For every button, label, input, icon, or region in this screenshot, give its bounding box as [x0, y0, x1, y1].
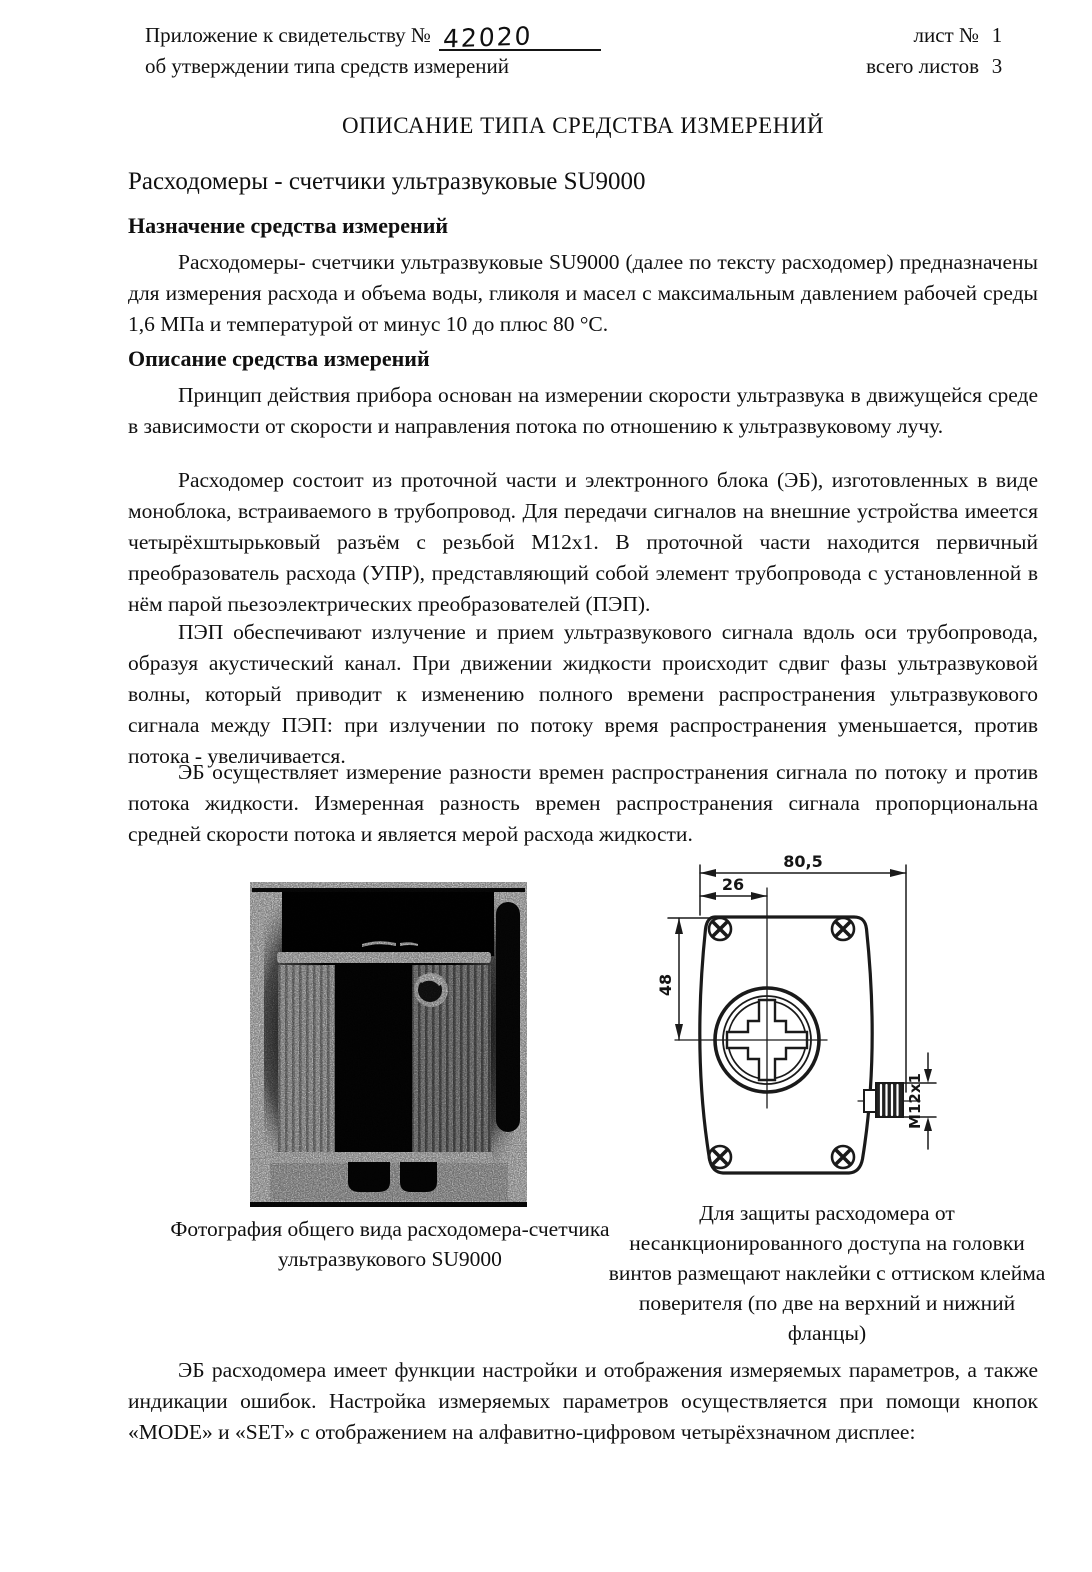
dim-hole-height-label: 48 [656, 973, 675, 997]
description-paragraph-3: ПЭП обеспечивают излучение и прием ультразвукового сигнала вдоль оси трубопровода, образуя акустический канал. При движении жидкости происходит сдвиг фазы ультразвуковой волны, который приводит к изменению полного времени распространения ультразвукового сигнала между ПЭП: при излучении по потоку время распространения уменьшается, против потока - увеличивается. [128, 620, 1038, 768]
device-type-name: Расходомеры - счетчики ультразвуковые SU9000 [128, 168, 646, 195]
description-paragraph-4: ЭБ осуществляет измерение разности времен распространения сигнала по потоку и против потока жидкости. Измеренная разность времен распространения сигнала пропорциональна средней скорости потока и является мерой расхода жидкости. [128, 760, 1038, 846]
attachment-prefix: Приложение к свидетельству № [145, 23, 431, 47]
dim-overall-width-label: 80,5 [783, 852, 823, 871]
certificate-number-handwritten: 42020 [442, 21, 533, 54]
screw-bottom-right [832, 1146, 854, 1168]
page-title: ОПИСАНИЕ ТИПА СРЕДСТВА ИЗМЕРЕНИЙ [341, 113, 825, 138]
sheet-value: 1 [991, 23, 1003, 47]
flowmeter-photo [250, 882, 527, 1207]
attachment-line2: об утверждении типа средств измерений [145, 54, 510, 78]
screw-top-left [709, 918, 731, 940]
photo-caption: Фотография общего вида расходомера-счетчика ультразвукового SU9000 [170, 1217, 610, 1271]
dimension-overall-width [700, 865, 906, 1092]
dimension-drawing [620, 845, 1092, 1205]
header-sheet-info [845, 20, 1015, 82]
header-attachment [145, 20, 601, 82]
total-sheets-label: всего листов [866, 54, 979, 78]
description-heading: Описание средства измерений [128, 346, 430, 371]
dim-hole-offset-label: 26 [721, 875, 745, 894]
total-sheets-value: 3 [991, 54, 1003, 78]
certificate-number-field [439, 21, 601, 54]
sheet-label: лист № [913, 23, 979, 47]
description-paragraph-1: Принцип действия прибора основан на измерении скорости ультразвука в движущейся среде в зависимости от скорости и направления потока по отношению к ультразвуковому лучу. [128, 383, 1038, 438]
closing-paragraph: ЭБ расходомера имеет функции настройки и отображения измеряемых параметров, а также индикации ошибок. Настройка измеряемых параметров осуществляется при помощи кнопок «MODE» и «SET» с отображением на алфавитно-цифровом четырёхзначном дисплее: [128, 1358, 1038, 1444]
screw-top-right [832, 918, 854, 940]
purpose-heading: Назначение средства измерений [128, 213, 449, 238]
screw-bottom-left [709, 1146, 731, 1168]
purpose-paragraph: Расходомеры- счетчики ультразвуковые SU9000 (далее по тексту расходомер) предназначены для измерения расхода и объема воды, гликоля и масел с максимальным давлением рабочей среды 1,6 МПа и температурой от минус 10 до плюс 80 °С. [128, 250, 1038, 336]
description-paragraph-2: Расходомер состоит из проточной части и электронного блока (ЭБ), изготовленных в виде моноблока, встраиваемого в трубопровод. Для передачи сигналов на внешние устройства имеется четырёхштырьковый разъём с резьбой М12х1. В проточной части находится первичный преобразователь расхода (УПР), представляющий собой элемент трубопровода с установленной в нём парой пьезоэлектрических преобразователей (ПЭП). [128, 468, 1038, 616]
dim-thread-label: M12x1 [906, 1073, 924, 1129]
drawing-note: Для защиты расходомера от несанкционированного доступа на головки винтов размещают наклейки с оттиском клейма поверителя (по две на верхний и нижний фланцы) [608, 1201, 1046, 1345]
